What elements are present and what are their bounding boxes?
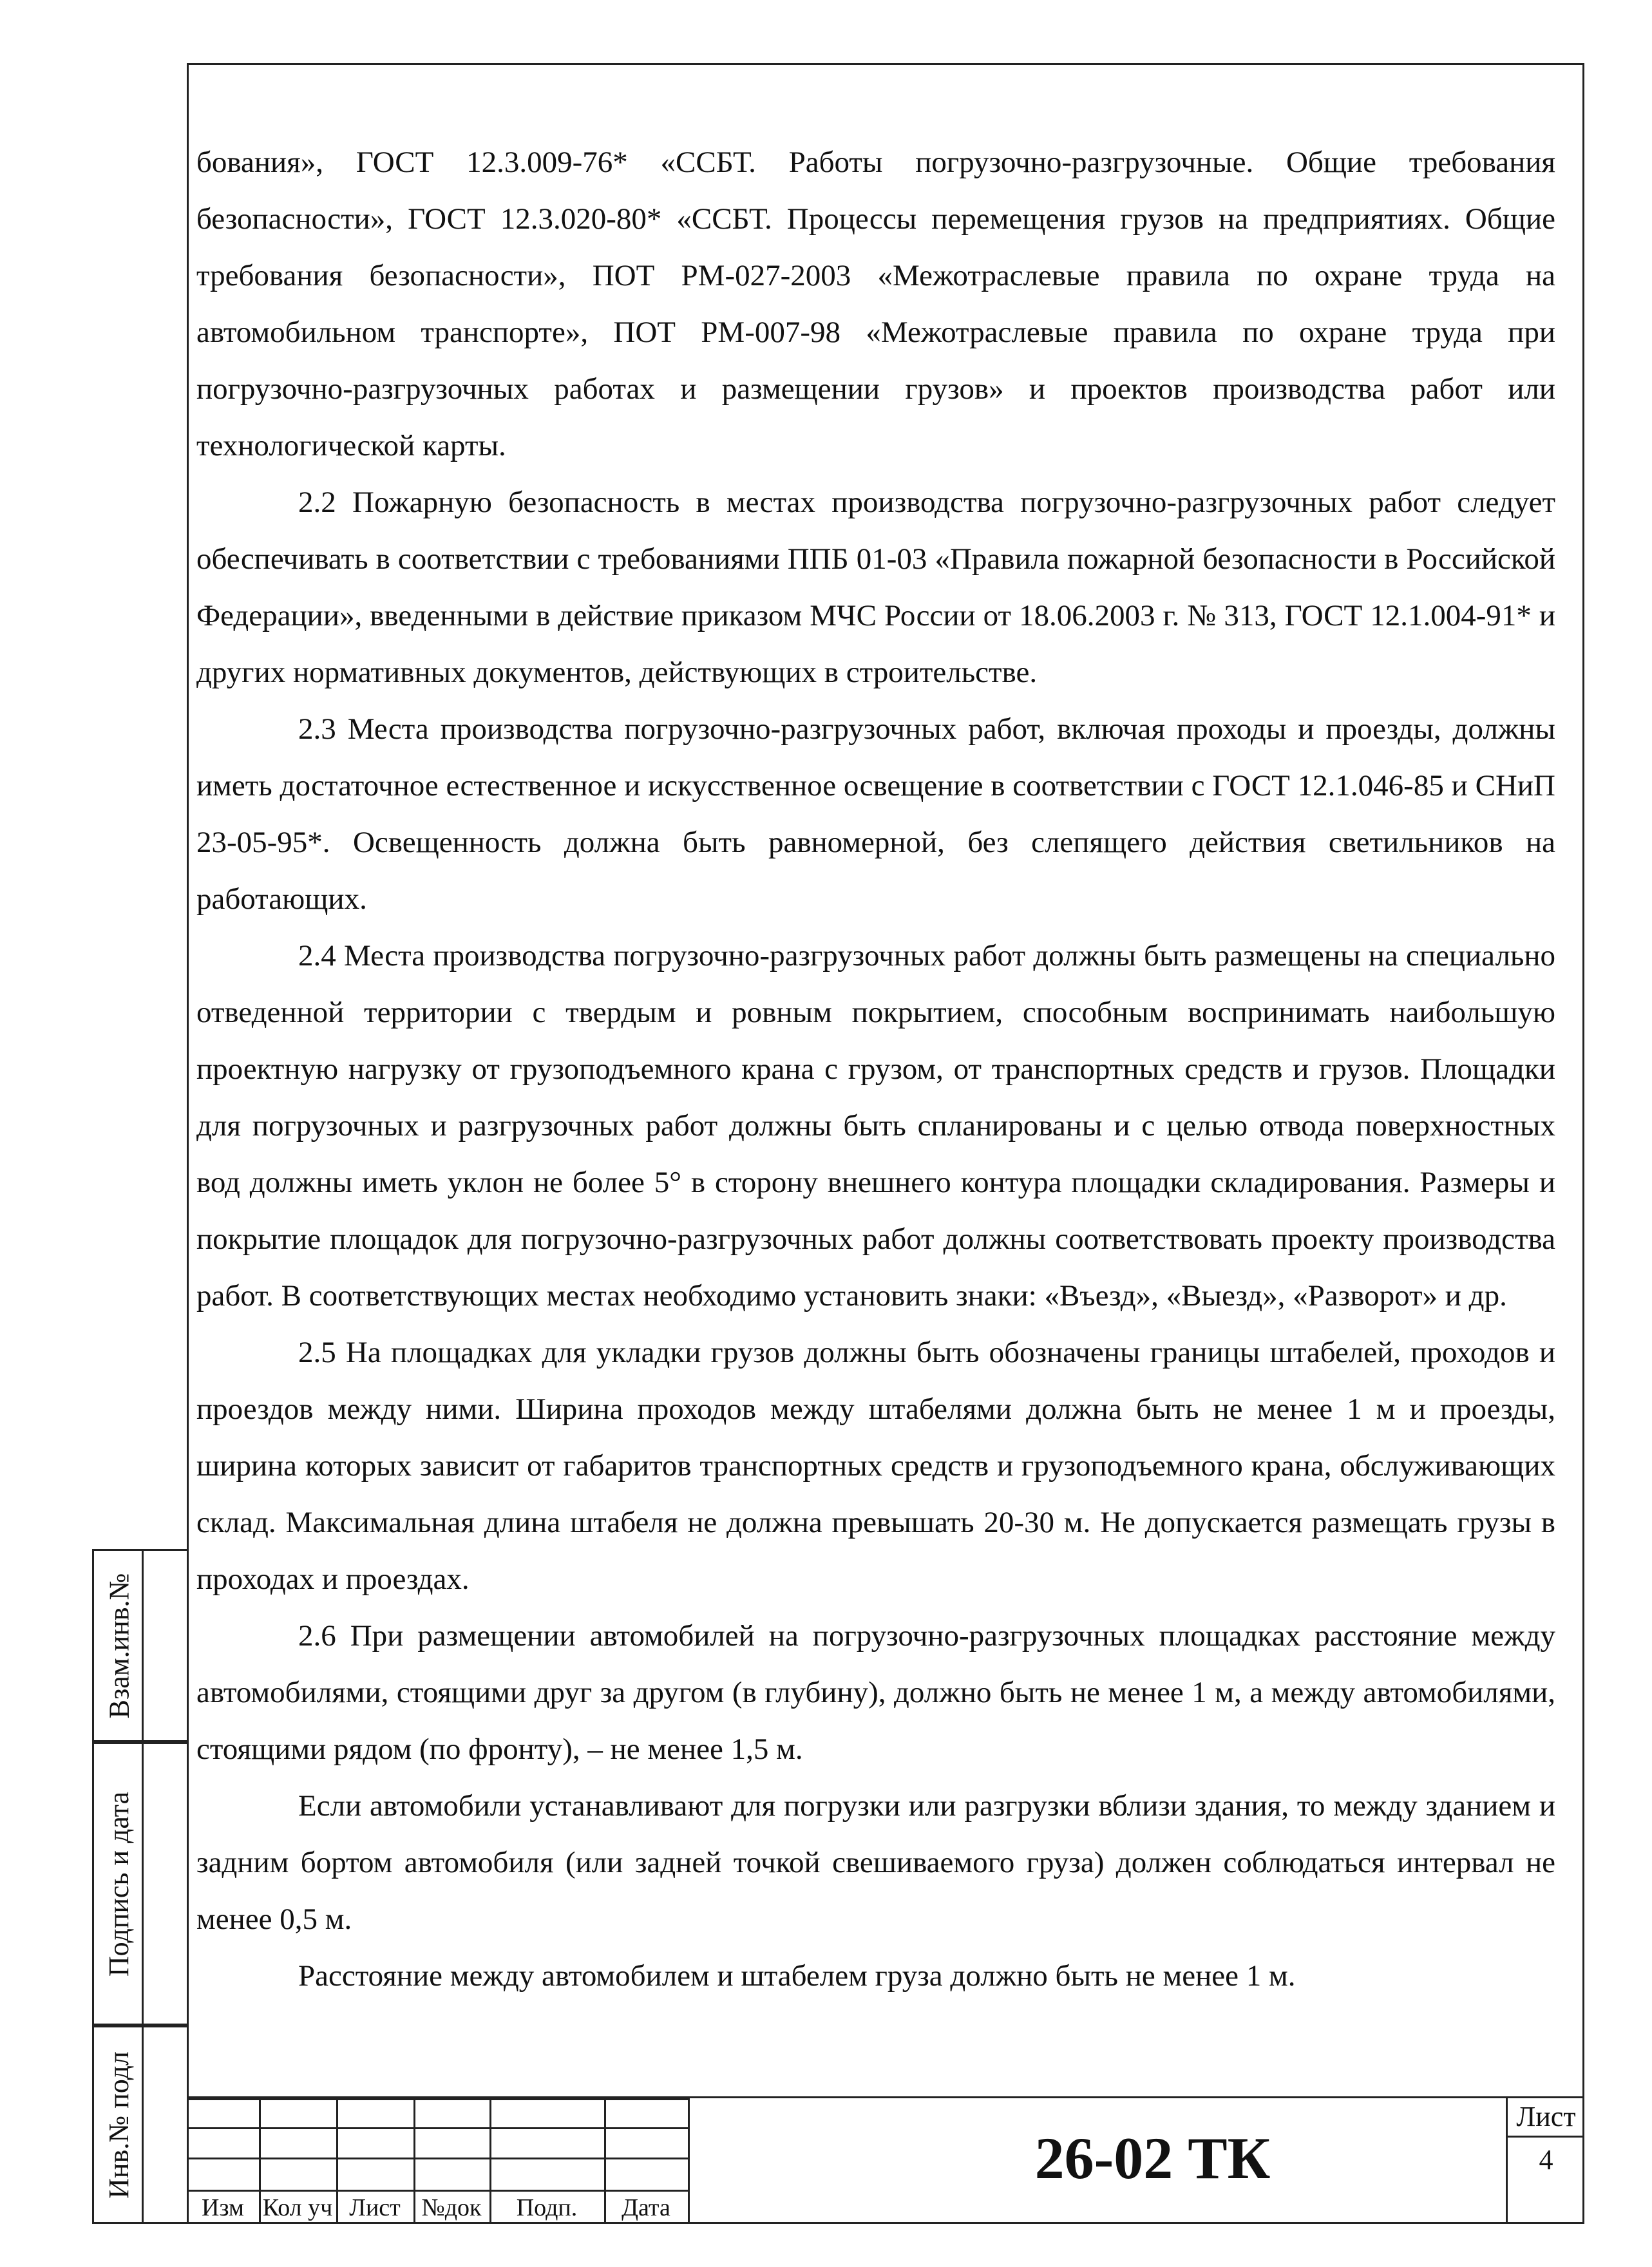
sheet-number: 4 bbox=[1539, 2144, 1553, 2176]
side-stamp-inv bbox=[92, 2025, 187, 2224]
paragraph-2-3: 2.3 Места производства погрузочно-разгрузочных работ, включая проходы и проезды, должны иметь достаточное естественное и искусственное освещение в соответствии с ГОСТ 12.1.046-85 и СНиП 23-05-95*. Освещенность должна быть равномерной, без слепящего действия светильников на работающих. bbox=[196, 712, 1555, 916]
paragraph-2-5: 2.5 На площадках для укладки грузов должны быть обозначены границы штабелей, проходов и проездов между ними. Ширина проходов между штабелями должна быть не менее 1 м и проезды, ширина которых зависит от габаритов транспортных средств и грузоподъемного крана, обслуживающих склад. Максимальная длина штабеля не должна превышать 20-30 м. Не допускается размещать грузы в проходах и проездах. bbox=[196, 1336, 1555, 1596]
title-block bbox=[187, 2096, 1584, 2224]
header-izm: Изм bbox=[202, 2194, 244, 2221]
podpis-data-label: Подпись и дата bbox=[103, 1791, 135, 1977]
header-kol-uch: Кол уч bbox=[262, 2194, 333, 2221]
vzam-inv-label: Взам.инв.№ bbox=[103, 1573, 135, 1718]
sheet-label: Лист bbox=[1508, 2098, 1584, 2138]
side-stamp-label-cell bbox=[94, 1744, 144, 2024]
sheet-box bbox=[1506, 2098, 1584, 2224]
side-stamp-label-cell bbox=[94, 2027, 144, 2222]
header-podp: Подп. bbox=[516, 2194, 578, 2221]
document-body bbox=[196, 134, 1555, 2004]
header-data: Дата bbox=[622, 2194, 670, 2221]
paragraph-2-4: 2.4 Места производства погрузочно-разгрузочных работ должны быть размещены на специально отведенной территории с твердым и ровным покрытием, способным воспринимать наибольшую проектную нагрузку от грузоподъемного крана с грузом, от транспортных средств и грузов. Площадки для погрузочных и разгрузочных работ должны быть спланированы и с целью отвода поверхностных вод должны иметь уклон не более 5° в сторону внешнего контура площадки складирования. Размеры и покрытие площадок для погрузочно-разгрузочных работ должны соответствовать проекту производства работ. В соответствующих местах необходимо установить знаки: «Въезд», «Выезд», «Разворот» и др. bbox=[196, 939, 1555, 1313]
document-code: 26-02 ТК bbox=[1034, 2125, 1271, 2191]
header-nodok: №док bbox=[421, 2194, 482, 2221]
side-stamp-vzam bbox=[92, 1549, 187, 1742]
side-stamp-podpis bbox=[92, 1742, 187, 2025]
revision-grid bbox=[187, 2098, 688, 2224]
inv-podl-label: Инв.№ подл bbox=[103, 2051, 135, 2199]
paragraph-2-2: 2.2 Пожарную безопасность в местах производства погрузочно-разгрузочных работ следует обеспечивать в соответствии с требованиями ППБ 01-03 «Правила пожарной безопасности в Российской Федерации», введенными в действие приказом МЧС России от 18.06.2003 г. № 313, ГОСТ 12.1.004-91* и других нормативных документов, действующих в строительстве. bbox=[196, 486, 1555, 689]
paragraph-2-6: 2.6 При размещении автомобилей на погрузочно-разгрузочных площадках расстояние между автомобилями, стоящими друг за другом (в глубину), должно быть не менее 1 м, а между автомобилями, стоящими рядом (по фронту), – не менее 1,5 м. bbox=[196, 1619, 1555, 1766]
side-stamp-label-cell bbox=[94, 1551, 144, 1740]
paragraph-building-distance: Если автомобили устанавливают для погрузки или разгрузки вблизи здания, то между зданием и задним бортом автомобиля (или задней точкой свешиваемого груза) должен соблюдаться интервал не менее 0,5 м. bbox=[196, 1789, 1555, 1936]
header-list: Лист bbox=[349, 2194, 401, 2221]
paragraph-stack-distance: Расстояние между автомобилем и штабелем груза должно быть не менее 1 м. bbox=[298, 1959, 1296, 1993]
paragraph-1: бования», ГОСТ 12.3.009-76* «ССБТ. Работы погрузочно-разгрузочные. Общие требования безопасности», ГОСТ 12.3.020-80* «ССБТ. Процессы перемещения грузов на предприятиях. Общие требования безопасности», ПОТ РМ-027-2003 «Межотраслевые правила по охране труда на автомобильном транспорте», ПОТ РМ-007-98 «Межотраслевые правила по охране труда при погрузочно-разгрузочных работах и размещении грузов» и проектов производства работ или технологической карты. bbox=[196, 146, 1555, 462]
